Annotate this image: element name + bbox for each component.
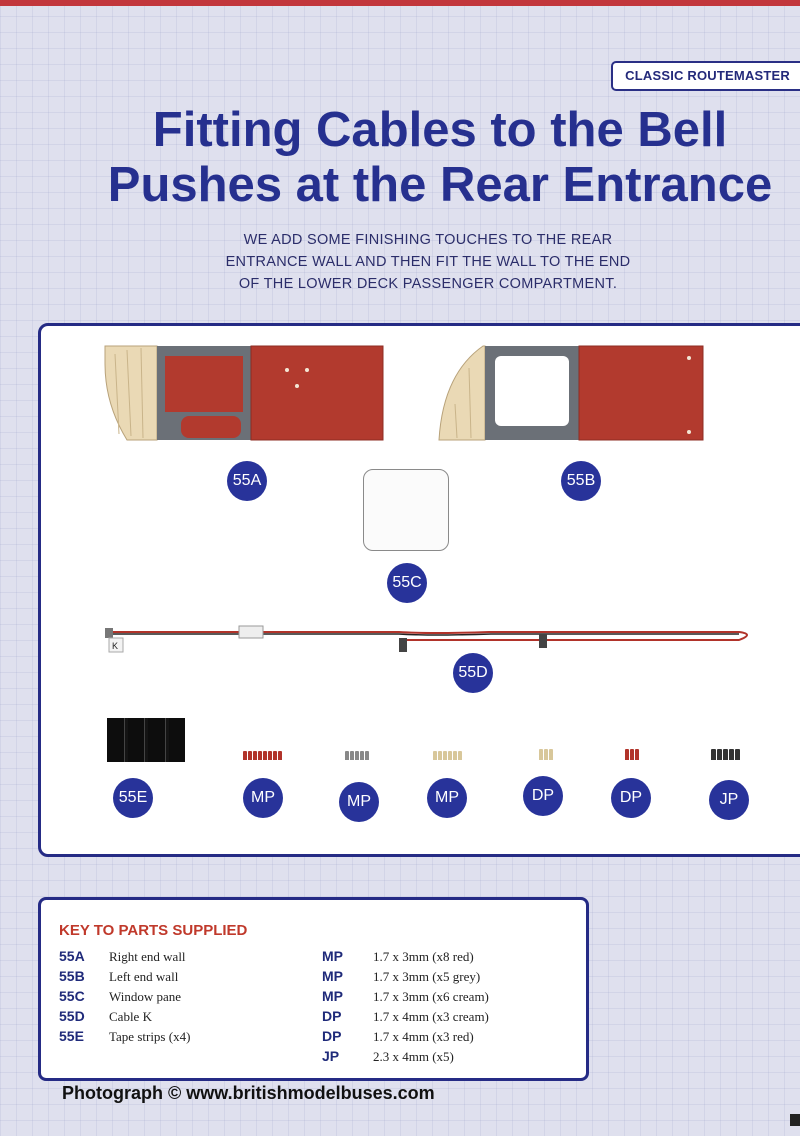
key-code: MP <box>322 948 343 964</box>
badge-mp-red: MP <box>243 778 283 818</box>
page-corner-mark <box>790 1114 800 1126</box>
key-desc: Tape strips (x4) <box>109 1029 191 1044</box>
intro-line-1: WE ADD SOME FINISHING TOUCHES TO THE REAR <box>243 232 613 248</box>
badge-dp-cream: DP <box>523 776 563 816</box>
page-title-line-2: Pushes at the Rear Entrance <box>107 158 773 212</box>
screws-mp-red <box>243 751 282 760</box>
badge-55d: 55D <box>453 653 493 693</box>
key-code: 55B <box>59 968 85 984</box>
top-accent-bar <box>0 0 800 6</box>
right-end-wall-image <box>97 344 387 444</box>
badge-mp-cream: MP <box>427 778 467 818</box>
cable-k-image <box>99 614 759 664</box>
key-desc: 1.7 x 3mm (x6 cream) <box>373 989 489 1004</box>
screws-dp-cream <box>539 749 553 760</box>
window-pane-image <box>363 469 449 551</box>
key-desc: Right end wall <box>109 949 186 964</box>
page-title-line-1: Fitting Cables to the Bell <box>152 103 728 157</box>
key-code: DP <box>322 1028 342 1044</box>
badge-mp-grey: MP <box>339 782 379 822</box>
key-code: JP <box>322 1048 340 1064</box>
badge-dp-red: DP <box>611 778 651 818</box>
key-desc: 2.3 x 4mm (x5) <box>373 1049 454 1064</box>
key-code: 55A <box>59 948 85 964</box>
badge-55a: 55A <box>227 461 267 501</box>
key-panel <box>38 897 589 1081</box>
badge-55b: 55B <box>561 461 601 501</box>
parts-panel <box>38 323 800 857</box>
key-code: 55C <box>59 988 85 1004</box>
key-desc: 1.7 x 3mm (x5 grey) <box>373 969 481 984</box>
key-desc: Cable K <box>109 1009 152 1024</box>
badge-jp: JP <box>709 780 749 820</box>
key-desc: 1.7 x 3mm (x8 red) <box>373 949 474 964</box>
badge-55e: 55E <box>113 778 153 818</box>
tape-strips-image <box>107 718 185 762</box>
intro-line-3: OF THE LOWER DECK PASSENGER COMPARTMENT. <box>238 276 618 292</box>
key-title: KEY TO PARTS SUPPLIED <box>59 922 248 939</box>
badge-55c: 55C <box>387 563 427 603</box>
screws-dp-red <box>625 749 639 760</box>
screws-jp <box>711 749 740 760</box>
intro-line-2: ENTRANCE WALL AND THEN FIT THE WALL TO THE END <box>225 254 631 270</box>
key-code: DP <box>322 1008 342 1024</box>
cable-k-tag-label: K <box>112 641 119 651</box>
screws-mp-cream <box>433 751 462 760</box>
key-code: 55E <box>59 1028 84 1044</box>
key-desc: 1.7 x 4mm (x3 red) <box>373 1029 474 1044</box>
key-code: MP <box>322 968 343 984</box>
key-desc: Window pane <box>109 989 182 1004</box>
screws-mp-grey <box>345 751 369 760</box>
photo-credit: Photograph © www.britishmodelbuses.com <box>62 1083 435 1103</box>
key-code: 55D <box>59 1008 85 1024</box>
left-end-wall-image <box>435 344 707 444</box>
key-code: MP <box>322 988 343 1004</box>
series-tag: CLASSIC ROUTEMASTER <box>611 61 800 91</box>
key-desc: 1.7 x 4mm (x3 cream) <box>373 1009 489 1024</box>
key-desc: Left end wall <box>109 969 179 984</box>
